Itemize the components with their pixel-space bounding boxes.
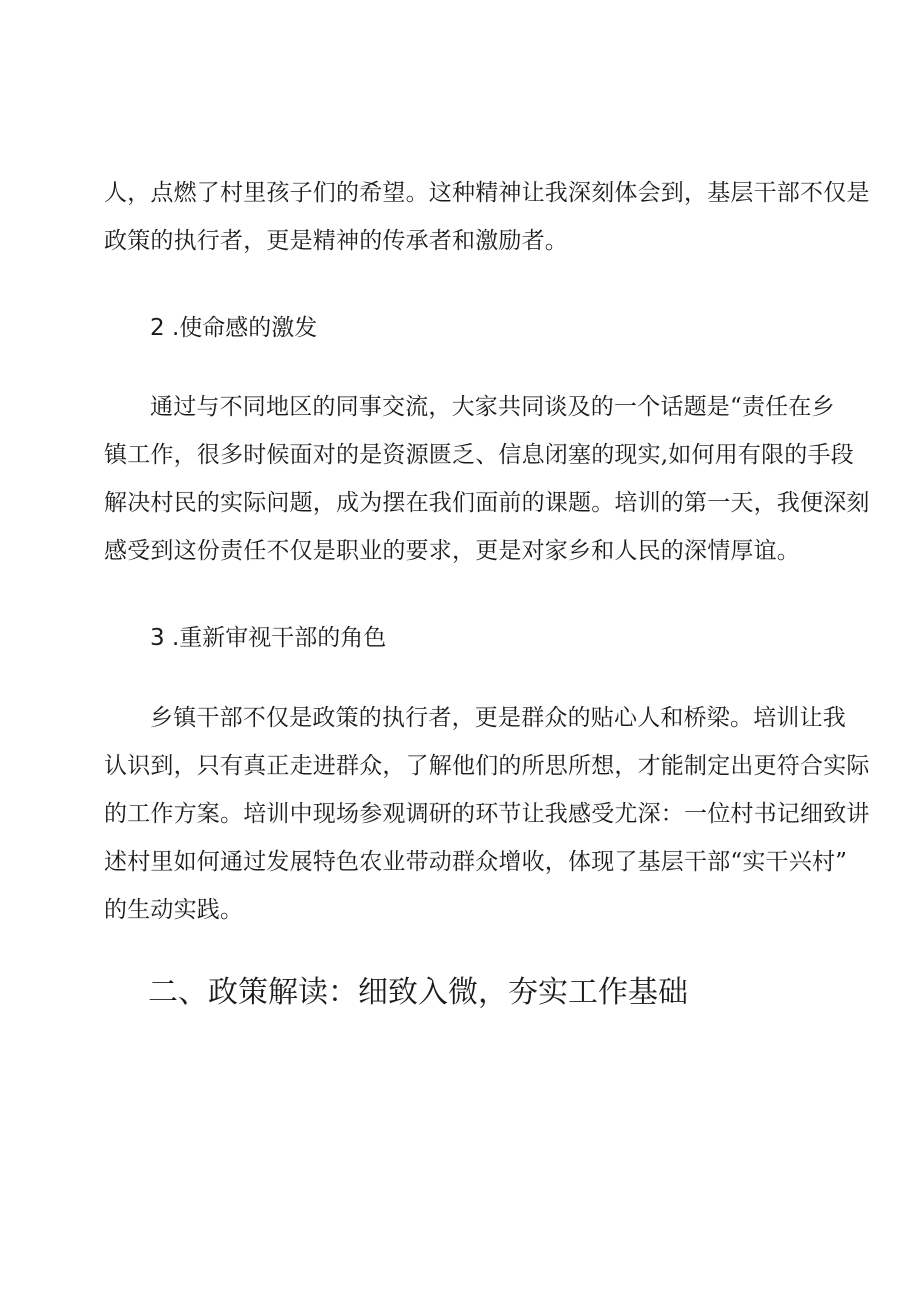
- section-heading: 2 .使命感的激发: [150, 315, 318, 341]
- paragraph-line: 通过与不同地区的同事交流，大家共同谈及的一个话题是“责任在乡: [150, 394, 835, 420]
- paragraph-line: 解决村民的实际问题，成为摆在我们面前的课题。培训的第一天，我便深刻: [104, 490, 870, 516]
- paragraph-line: 人，点燃了村里孩子们的希望。这种精神让我深刻体会到，基层干部不仅是: [104, 180, 870, 206]
- paragraph-line: 政策的执行者，更是精神的传承者和激励者。: [104, 228, 568, 254]
- paragraph-line: 述村里如何通过发展特色农业带动群众增收，体现了基层干部“实干兴村”: [104, 849, 848, 875]
- paragraph-line: 认识到，只有真正走进群众，了解他们的所思所想，才能制定出更符合实际: [104, 753, 870, 779]
- section-heading: 3 .重新审视干部的角色: [150, 625, 387, 651]
- paragraph-line: 感受到这份责任不仅是职业的要求，更是对家乡和人民的深情厚谊。: [104, 538, 800, 564]
- paragraph-line: 镇工作，很多时候面对的是资源匮乏、信息闭塞的现实,如何用有限的手段: [104, 442, 854, 468]
- chapter-heading: 二、政策解读：细致入微，夯实工作基础: [148, 975, 688, 1010]
- paragraph-line: 的工作方案。培训中现场参观调研的环节让我感受尤深：一位村书记细致讲: [104, 801, 870, 827]
- paragraph-line: 的生动实践。: [104, 897, 244, 923]
- paragraph-line: 乡镇干部不仅是政策的执行者，更是群众的贴心人和桥梁。培训让我: [150, 705, 846, 731]
